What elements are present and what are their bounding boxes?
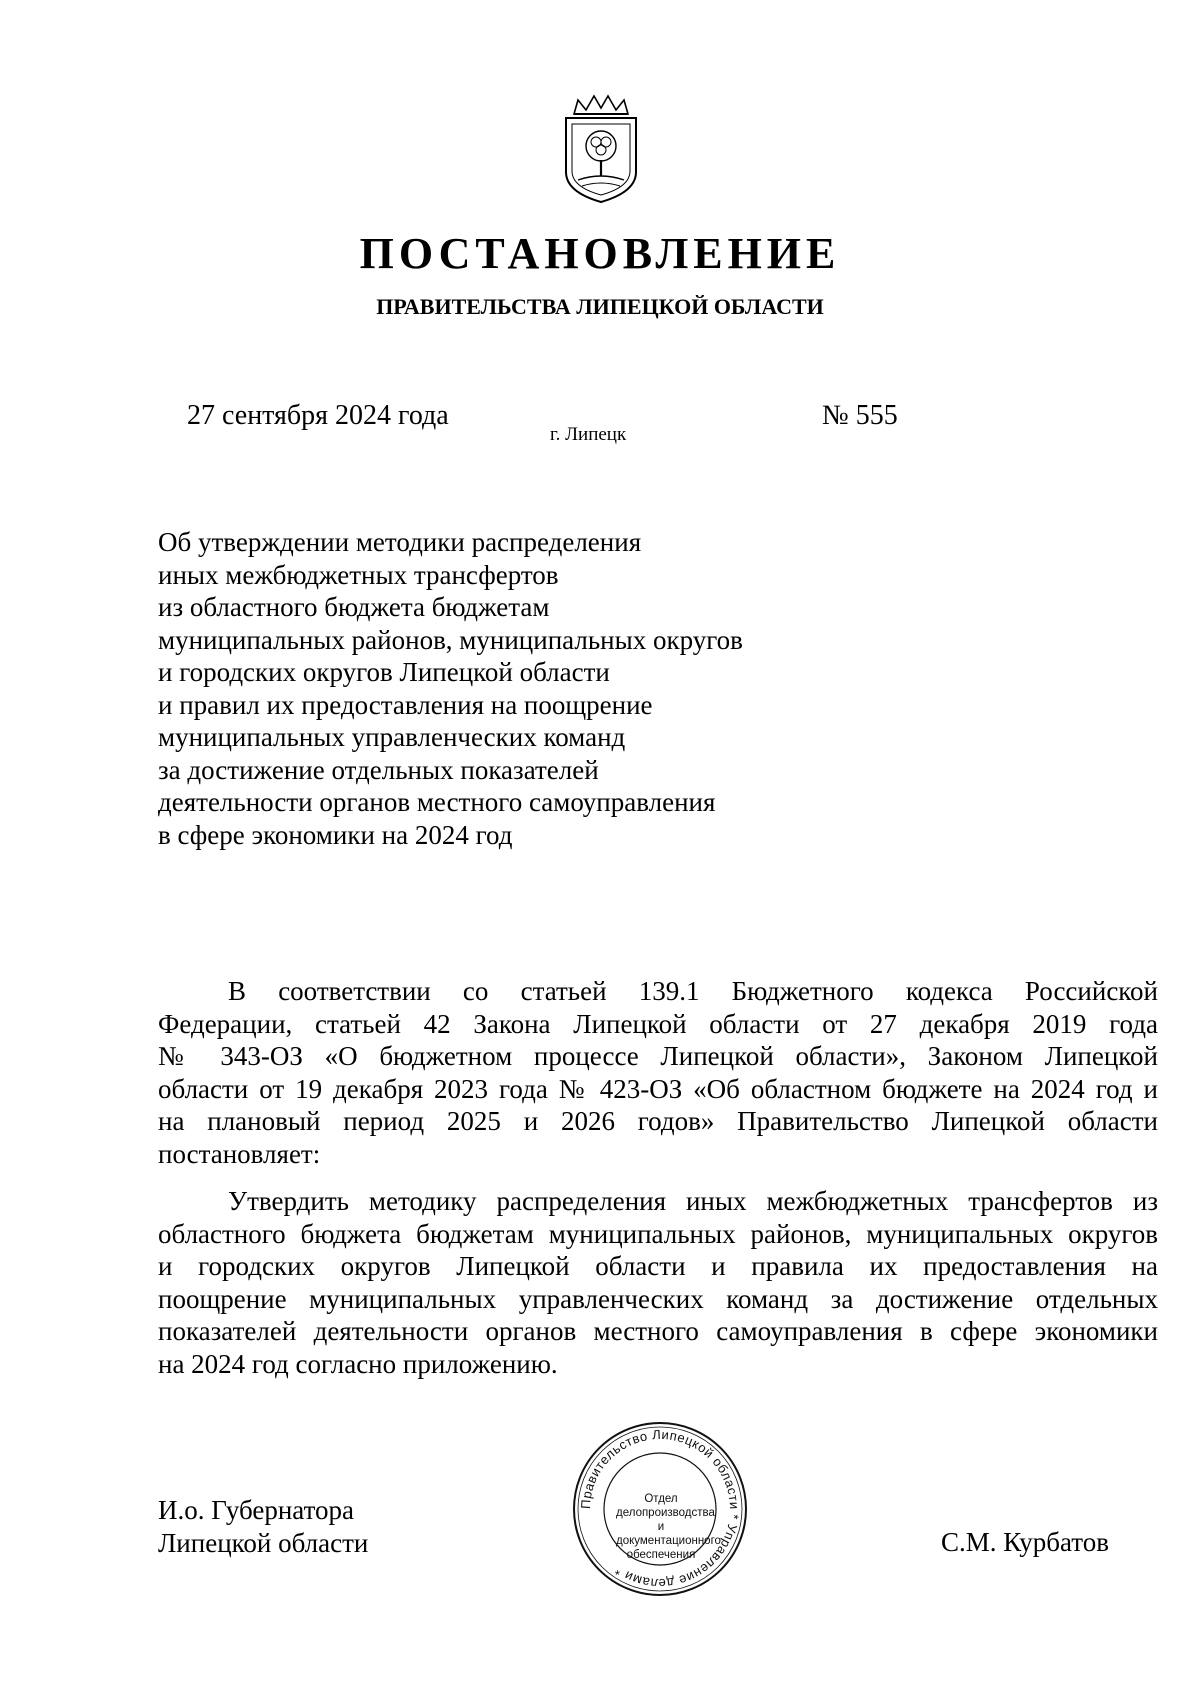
document-date: 27 сентября 2024 года: [187, 400, 449, 431]
coat-of-arms-icon: [558, 92, 644, 206]
preamble-paragraph: [158, 975, 1158, 1170]
subject-line: и городских округов Липецкой области: [158, 657, 610, 687]
resolution-paragraph: [158, 1185, 1158, 1380]
paragraph-line: показателей деятельности органов местного самоуправления в сфере экономики: [158, 1316, 1158, 1346]
paragraph-line: поощрение муниципальных управленческих команд за достижение отдельных: [158, 1283, 1158, 1314]
paragraph-line: № 343-ОЗ «О бюджетном процессе Липецкой области», Законом Липецкой: [158, 1041, 1158, 1071]
paragraph-line: областного бюджета бюджетам муниципальных районов, муниципальных округов: [158, 1218, 1158, 1249]
seal-outer-text: Правительство Липецкой области * Управление делами *: [577, 1426, 743, 1592]
subject-line: и правил их предоставления на поощрение: [158, 689, 653, 720]
subject-line: деятельности органов местного самоуправления: [158, 787, 716, 817]
document-type-title: ПОСТАНОВЛЕНИЕ: [359, 229, 841, 278]
subject-line: в сфере экономики на 2024 год: [158, 819, 513, 850]
paragraph-line: Утвердить методику распределения иных межбюджетных трансфертов из: [228, 1186, 1158, 1216]
paragraph-line: на плановый период 2025 и 2026 годов» Правительство Липецкой области: [158, 1106, 1158, 1136]
subject-line: иных межбюджетных трансфертов: [158, 559, 559, 590]
signatory-title-line: И.о. Губернатора: [158, 1495, 355, 1525]
signatory-name: С.М. Курбатов: [941, 1527, 1109, 1557]
paragraph-line: В соответствии со статьей 139.1 Бюджетного кодекса Российской: [228, 976, 1158, 1006]
seal-inner-text: Отдел делопроизводства и документационного обеспечения: [616, 1493, 721, 1561]
paragraph-line: Федерации, статьей 42 Закона Липецкой области от 27 декабря 2019 года: [158, 1008, 1158, 1039]
paragraph-line: области от 19 декабря 2023 года № 423-ОЗ «Об областном бюджете на 2024 год и: [158, 1073, 1158, 1104]
paragraph-line: постановляет:: [158, 1138, 321, 1169]
paragraph-line: и городских округов Липецкой области и правила их предоставления на: [158, 1251, 1158, 1281]
subject-line: муниципальных районов, муниципальных округов: [158, 624, 743, 655]
document-city: г. Липецк: [550, 424, 627, 445]
paragraph-line: на 2024 год согласно приложению.: [158, 1348, 558, 1379]
subject-line: за достижение отдельных показателей: [158, 754, 599, 785]
signatory-title: [158, 1494, 368, 1560]
document-number: № 555: [822, 400, 898, 431]
subject-line: из областного бюджета бюджетам: [158, 592, 550, 622]
document-subject: [158, 526, 743, 851]
subject-line: муниципальных управленческих команд: [158, 722, 626, 752]
signatory-title-line: Липецкой области: [158, 1528, 369, 1558]
subject-line: Об утверждении методики распределения: [158, 527, 642, 557]
issuer-name: ПРАВИТЕЛЬСТВА ЛИПЕЦКОЙ ОБЛАСТИ: [376, 294, 824, 319]
